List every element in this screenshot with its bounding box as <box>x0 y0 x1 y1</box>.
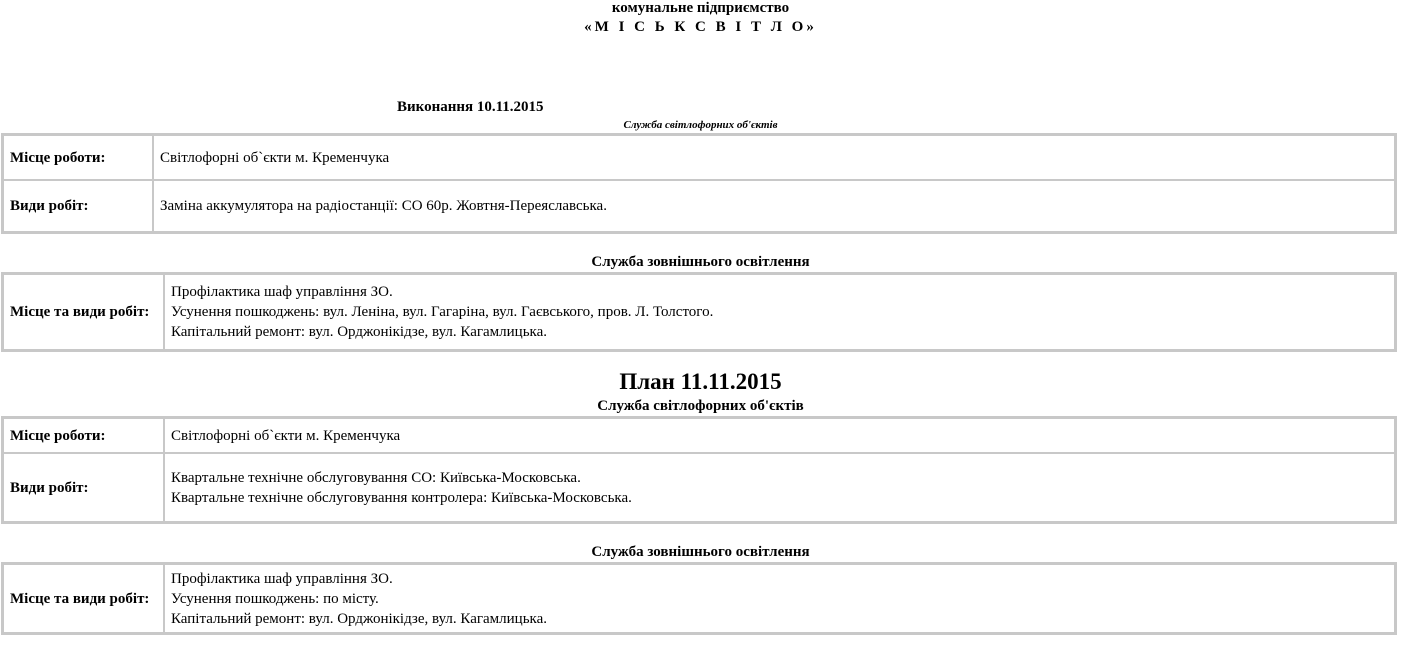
table-row <box>3 564 1395 633</box>
list-item: Капітальний ремонт: вул. Орджонікідзе, вул. Кагамлицька. <box>171 610 548 627</box>
place-label: Місце роботи: <box>3 418 164 453</box>
org-brand: «М І С Ь К С В І Т Л О» <box>584 19 817 35</box>
table-row <box>3 135 1395 180</box>
plan-lighting-service-title: Служба зовнішнього освітлення <box>591 544 810 560</box>
org-type: комунальне підприємство <box>611 0 790 16</box>
list-item: Квартальне технічне обслуговування контролера: Київська-Московська. <box>171 489 632 506</box>
place-and-works-value <box>164 564 1395 633</box>
place-and-works-value <box>164 274 1395 350</box>
table-row <box>3 453 1395 522</box>
place-value: Світлофорні об`єкти м. Кременчука <box>164 418 1395 453</box>
table-row <box>3 274 1395 350</box>
works-value: Заміна аккумулятора на радіостанції: СО 60р. Жовтня-Переяславська. <box>153 180 1395 232</box>
execution-lighting-service-title: Служба зовнішнього освітлення <box>591 254 810 270</box>
execution-lighting-table <box>1 272 1397 352</box>
works-label: Види робіт: <box>3 180 153 232</box>
list-item: Профілактика шаф управління ЗО. <box>171 284 393 300</box>
list-item: Капітальний ремонт: вул. Орджонікідзе, вул. Кагамлицька. <box>171 324 548 340</box>
place-label: Місце роботи: <box>3 135 153 180</box>
place-and-works-label: Місце та види робіт: <box>3 564 164 633</box>
execution-title: Виконання 10.11.2015 <box>397 99 544 115</box>
table-row <box>3 418 1395 453</box>
list-item: Профілактика шаф управління ЗО. <box>171 570 393 587</box>
place-and-works-label: Місце та види робіт: <box>3 274 164 350</box>
execution-traffic-table <box>1 133 1397 234</box>
plan-lighting-table <box>1 562 1397 635</box>
list-item: Квартальне технічне обслуговування СО: Київська-Московська. <box>171 469 581 486</box>
list-item: Усунення пошкоджень: вул. Леніна, вул. Гагаріна, вул. Гаєвського, пров. Л. Толстого. <box>171 304 714 320</box>
execution-traffic-service-title: Служба світлофорних об'єктів <box>623 119 778 131</box>
works-label: Види робіт: <box>3 453 164 522</box>
list-item: Усунення пошкоджень: по місту. <box>171 590 379 607</box>
works-value <box>164 453 1395 522</box>
table-row <box>3 180 1395 232</box>
plan-title: План 11.11.2015 <box>619 369 782 394</box>
plan-traffic-service-title: Служба світлофорних об'єктів <box>597 398 804 414</box>
place-value: Світлофорні об`єкти м. Кременчука <box>153 135 1395 180</box>
plan-traffic-table <box>1 416 1397 524</box>
